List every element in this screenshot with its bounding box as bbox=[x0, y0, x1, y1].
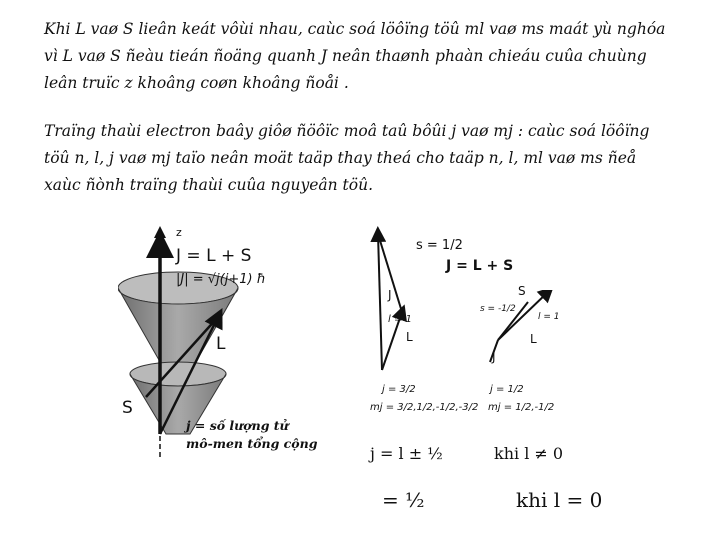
mj-result-left: mj = 3/2,1/2,-1/2,-3/2 bbox=[370, 402, 479, 413]
formula-j-half: = ½ bbox=[382, 488, 425, 512]
z-axis-label: z bbox=[176, 226, 182, 239]
formula-condition-l-nonzero: khi l ≠ 0 bbox=[494, 444, 564, 463]
j-label-left: J bbox=[388, 288, 392, 302]
s-label-left: s = 1/2 bbox=[416, 238, 463, 253]
j-result-left: j = 3/2 bbox=[382, 384, 416, 395]
formula-condition-l-zero: khi l = 0 bbox=[516, 488, 603, 512]
s-label-right: S bbox=[518, 284, 526, 298]
j-result-right: j = 1/2 bbox=[490, 384, 524, 395]
s-value-right: s = -1/2 bbox=[480, 304, 516, 314]
precession-cone-figure bbox=[118, 222, 328, 462]
caption-line1: j = số lượng tử bbox=[186, 418, 289, 433]
paragraph-quantum-numbers: Traïng thaùi electron baây giôø ñöôïc moâ taû bôûi j vaø mj : caùc soá löôïng töû n, l, j vaø mj taïo neân moät taäp thay theá cho taäp n, l, ml vaø ms ñeå xaùc ñònh traïng thaùi cuûa nguyeân töû. bbox=[44, 122, 650, 194]
l-label-left: L bbox=[406, 330, 413, 344]
vector-diagram-j-one-half bbox=[470, 284, 590, 420]
j-equation-label: J = L + S bbox=[176, 246, 252, 266]
mj-result-right: mj = 1/2,-1/2 bbox=[488, 402, 555, 413]
l-label-right: L bbox=[530, 332, 537, 346]
l-value-left: l = 1 bbox=[388, 314, 412, 325]
j-magnitude-label: |J| = √j(j+1) ħ bbox=[176, 272, 266, 287]
l-value-right: l = 1 bbox=[538, 312, 560, 322]
paragraph-coupling: Khi L vaø S lieân keát vôùi nhau, caùc soá löôïng töû ml vaø ms maát yù nghóa vì L vaø S ñeàu tieán ñoäng quanh J neân thaønh phaàn chieáu cuûa chuùng leân truïc z khoâng coøn khoâng ñoåi . bbox=[44, 20, 666, 92]
s-vector-label: S bbox=[122, 398, 133, 418]
caption-line2: mô-men tổng cộng bbox=[186, 436, 318, 451]
l-vector-label: L bbox=[216, 334, 226, 354]
equation-label: J = L + S bbox=[446, 258, 514, 274]
j-label-right: J bbox=[492, 350, 496, 364]
formula-j-l-plus-minus: j = l ± ½ bbox=[370, 444, 443, 463]
